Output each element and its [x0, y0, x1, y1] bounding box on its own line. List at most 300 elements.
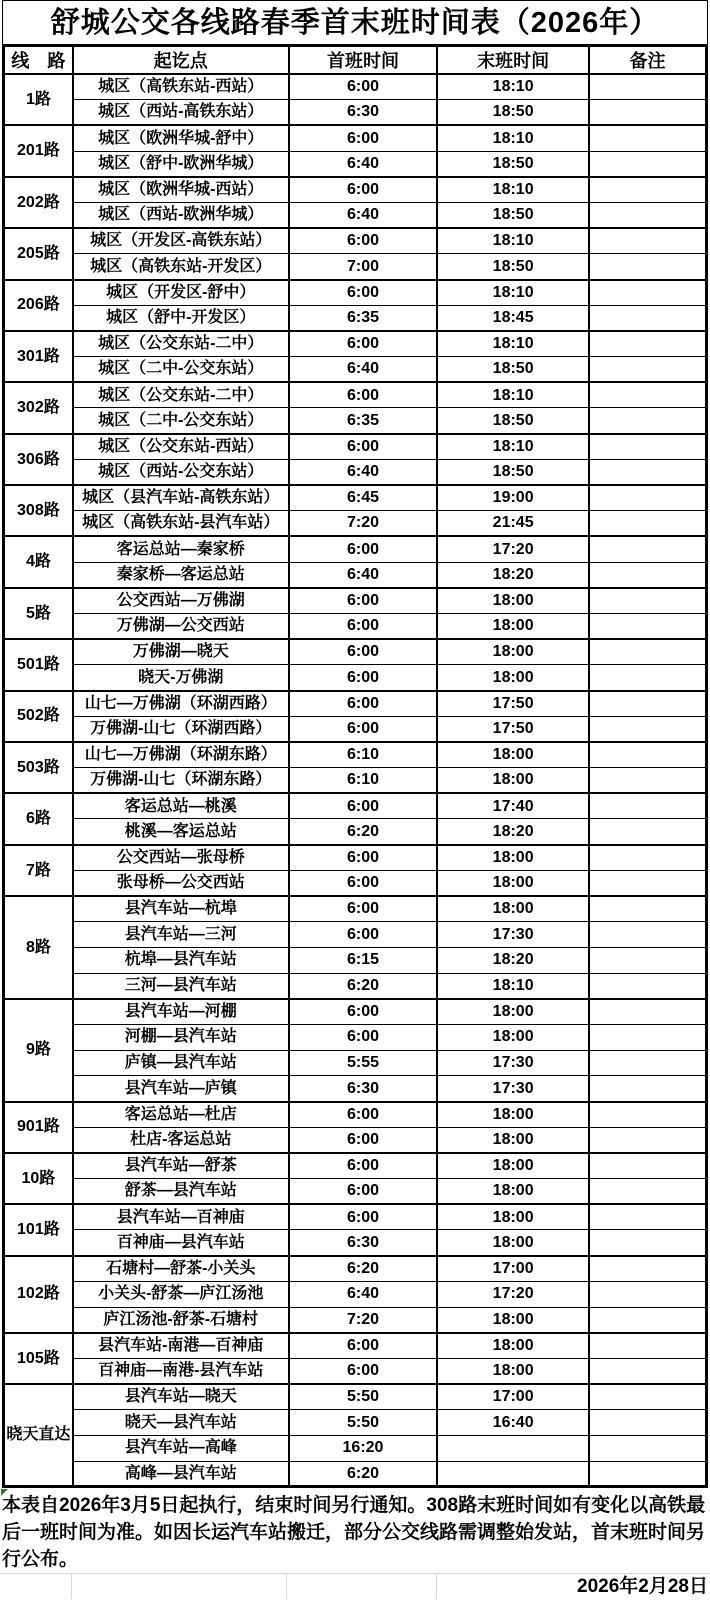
last-time-cell: 18:00 [437, 1179, 589, 1205]
remark-cell [589, 280, 707, 306]
first-time-cell: 6:10 [289, 768, 438, 794]
table-row [4, 1050, 707, 1076]
remark-cell [589, 999, 707, 1025]
last-time-cell: 16:40 [437, 1410, 589, 1436]
remark-cell [589, 1024, 707, 1050]
first-time-cell: 6:35 [289, 305, 438, 331]
segment-cell: 城区（二中-公交东站） [73, 408, 289, 434]
segment-cell: 客运总站—秦家桥 [73, 536, 289, 562]
segment-cell: 晓天-万佛湖 [73, 665, 289, 691]
remark-cell [589, 947, 707, 973]
last-time-cell: 18:00 [437, 1127, 589, 1153]
table-row [4, 896, 707, 922]
table-row [4, 870, 707, 896]
last-time-cell: 18:20 [437, 947, 589, 973]
first-time-cell: 6:00 [289, 1153, 438, 1179]
first-time-cell: 6:00 [289, 665, 438, 691]
remark-cell [589, 588, 707, 614]
first-time-cell: 6:00 [289, 177, 438, 203]
segment-cell: 城区（西站-欧洲华城） [73, 202, 289, 228]
first-time-cell: 6:20 [289, 1461, 438, 1487]
remark-cell [589, 922, 707, 948]
first-time-cell: 6:00 [289, 331, 438, 357]
first-time-cell: 6:00 [289, 434, 438, 460]
table-row [4, 280, 707, 306]
segment-cell: 城区（高铁东站-县汽车站） [73, 511, 289, 537]
last-time-cell: 18:50 [437, 459, 589, 485]
comment-marker-icon [1, 1489, 8, 1496]
remark-cell [589, 331, 707, 357]
remark-cell [589, 228, 707, 254]
table-row [4, 511, 707, 537]
table-row [4, 331, 707, 357]
remark-cell [589, 74, 707, 100]
last-time-cell: 18:20 [437, 562, 589, 588]
first-time-cell: 6:00 [289, 793, 438, 819]
last-time-cell: 17:50 [437, 716, 589, 742]
last-time-cell: 18:10 [437, 74, 589, 100]
last-time-cell: 18:00 [437, 870, 589, 896]
first-time-cell: 6:00 [289, 228, 438, 254]
route-name-cell: 5路 [4, 588, 73, 639]
segment-cell: 县汽车站—杭埠 [73, 896, 289, 922]
remark-cell [589, 1281, 707, 1307]
segment-cell: 舒茶—县汽车站 [73, 1179, 289, 1205]
first-time-cell: 6:15 [289, 947, 438, 973]
remark-cell [589, 536, 707, 562]
last-time-cell: 19:00 [437, 485, 589, 511]
last-time-cell: 17:30 [437, 922, 589, 948]
last-time-cell: 18:50 [437, 357, 589, 383]
last-time-cell: 17:20 [437, 536, 589, 562]
first-time-cell: 6:40 [289, 357, 438, 383]
remark-cell [589, 716, 707, 742]
segment-cell: 城区（开发区-高铁东站） [73, 228, 289, 254]
last-time-cell: 17:30 [437, 1050, 589, 1076]
segment-cell: 河棚—县汽车站 [73, 1024, 289, 1050]
remark-cell [589, 1102, 707, 1128]
first-time-cell: 7:20 [289, 511, 438, 537]
segment-cell: 山七—万佛湖（环湖西路） [73, 691, 289, 717]
remark-cell [589, 459, 707, 485]
last-time-cell: 18:00 [437, 639, 589, 665]
segment-cell: 山七—万佛湖（环湖东路） [73, 742, 289, 768]
route-name-cell: 503路 [4, 742, 73, 793]
route-name-cell: 7路 [4, 845, 73, 896]
last-time-cell: 18:00 [437, 1204, 589, 1230]
last-time-cell: 18:10 [437, 331, 589, 357]
segment-cell: 百神庙—县汽车站 [73, 1230, 289, 1256]
table-row [4, 1153, 707, 1179]
last-time-cell: 18:10 [437, 280, 589, 306]
first-time-cell: 6:00 [289, 125, 438, 151]
table-row [4, 947, 707, 973]
route-name-cell: 101路 [4, 1204, 73, 1255]
table-row [4, 999, 707, 1025]
segment-cell: 县汽车站—舒茶 [73, 1153, 289, 1179]
last-time-cell: 18:50 [437, 151, 589, 177]
table-row [4, 716, 707, 742]
first-time-cell: 16:20 [289, 1435, 438, 1461]
footer-note-area [0, 1488, 710, 1573]
segment-cell: 城区（二中-公交东站） [73, 357, 289, 383]
first-time-cell: 6:00 [289, 74, 438, 100]
schedule-table-body [4, 74, 707, 1487]
route-name-cell: 502路 [4, 691, 73, 742]
last-time-cell: 18:10 [437, 382, 589, 408]
last-time-cell: 18:00 [437, 768, 589, 794]
last-time-cell: 17:20 [437, 1281, 589, 1307]
remark-cell [589, 1230, 707, 1256]
segment-cell: 公交西站—万佛湖 [73, 588, 289, 614]
gridline-cell [0, 1574, 72, 1599]
first-time-cell: 6:40 [289, 459, 438, 485]
remark-cell [589, 973, 707, 999]
first-time-cell: 6:40 [289, 151, 438, 177]
first-time-cell: 6:30 [289, 1230, 438, 1256]
first-time-cell: 6:20 [289, 819, 438, 845]
last-time-cell: 18:00 [437, 896, 589, 922]
last-time-cell: 17:40 [437, 793, 589, 819]
gridline-cell [287, 1574, 437, 1599]
segment-cell: 县汽车站—庐镇 [73, 1076, 289, 1102]
last-time-cell: 18:10 [437, 434, 589, 460]
first-time-cell: 6:00 [289, 896, 438, 922]
table-row [4, 125, 707, 151]
last-time-cell: 18:10 [437, 228, 589, 254]
route-name-cell: 1路 [4, 74, 73, 125]
first-time-cell: 6:00 [289, 922, 438, 948]
table-row [4, 536, 707, 562]
remark-cell [589, 896, 707, 922]
route-name-cell: 102路 [4, 1256, 73, 1333]
last-time-cell: 18:00 [437, 1102, 589, 1128]
segment-cell: 城区（舒中-欧洲华城） [73, 151, 289, 177]
segment-cell: 万佛湖-山七（环湖东路） [73, 768, 289, 794]
remark-cell [589, 408, 707, 434]
segment-cell: 城区（西站-公交东站） [73, 459, 289, 485]
route-name-cell: 901路 [4, 1102, 73, 1153]
remark-cell [589, 1384, 707, 1410]
table-row [4, 1256, 707, 1282]
segment-cell: 杭埠—县汽车站 [73, 947, 289, 973]
segment-cell: 公交西站—张母桥 [73, 845, 289, 871]
last-time-cell: 18:50 [437, 202, 589, 228]
last-time-cell: 18:00 [437, 1307, 589, 1333]
last-time-cell: 18:50 [437, 254, 589, 280]
last-time-cell: 17:30 [437, 1076, 589, 1102]
first-time-cell: 6:20 [289, 1256, 438, 1282]
segment-cell: 城区（开发区-舒中） [73, 280, 289, 306]
segment-cell: 城区（公交东站-二中） [73, 331, 289, 357]
remark-cell [589, 485, 707, 511]
remark-cell [589, 125, 707, 151]
first-time-cell: 6:00 [289, 536, 438, 562]
first-time-cell: 6:00 [289, 1127, 438, 1153]
first-time-cell: 6:45 [289, 485, 438, 511]
footer-date: 2026年2月28日 [577, 1575, 708, 1597]
segment-cell: 县汽车站—晓天 [73, 1384, 289, 1410]
table-row [4, 305, 707, 331]
schedule-table [2, 44, 708, 1488]
first-time-cell: 7:00 [289, 254, 438, 280]
remark-cell [589, 382, 707, 408]
first-time-cell: 6:35 [289, 408, 438, 434]
remark-cell [589, 1410, 707, 1436]
remark-cell [589, 562, 707, 588]
route-name-cell: 206路 [4, 280, 73, 331]
table-row [4, 691, 707, 717]
first-time-cell: 6:00 [289, 691, 438, 717]
last-time-cell: 18:50 [437, 408, 589, 434]
page-title: 舒城公交各线路春季首末班时间表（2026年） [2, 0, 708, 44]
remark-cell [589, 1358, 707, 1384]
segment-cell: 三河—县汽车站 [73, 973, 289, 999]
first-time-cell: 6:00 [289, 1204, 438, 1230]
segment-cell: 桃溪—客运总站 [73, 819, 289, 845]
segment-cell: 城区（高铁东站-开发区） [73, 254, 289, 280]
last-time-cell: 17:00 [437, 1256, 589, 1282]
header-first-time: 首班时间 [289, 46, 438, 75]
remark-cell [589, 202, 707, 228]
segment-cell: 城区（高铁东站-西站） [73, 74, 289, 100]
remark-cell [589, 177, 707, 203]
last-time-cell: 18:00 [437, 1230, 589, 1256]
table-row [4, 1102, 707, 1128]
gridline-cell [72, 1574, 287, 1599]
first-time-cell: 6:40 [289, 562, 438, 588]
table-row [4, 434, 707, 460]
table-row [4, 408, 707, 434]
remark-cell [589, 511, 707, 537]
table-row [4, 768, 707, 794]
first-time-cell: 6:00 [289, 382, 438, 408]
segment-cell: 庐镇—县汽车站 [73, 1050, 289, 1076]
remark-cell [589, 1153, 707, 1179]
table-row [4, 1179, 707, 1205]
last-time-cell: 17:50 [437, 691, 589, 717]
segment-cell: 城区（舒中-开发区） [73, 305, 289, 331]
segment-cell: 城区（公交东站-二中） [73, 382, 289, 408]
first-time-cell: 6:00 [289, 1102, 438, 1128]
last-time-cell: 18:00 [437, 999, 589, 1025]
table-row [4, 1333, 707, 1359]
header-segment: 起讫点 [73, 46, 289, 75]
footer-date-row [0, 1573, 710, 1599]
table-row [4, 1307, 707, 1333]
segment-cell: 城区（欧洲华城-舒中） [73, 125, 289, 151]
table-row [4, 613, 707, 639]
table-row [4, 973, 707, 999]
table-row [4, 639, 707, 665]
route-name-cell: 6路 [4, 793, 73, 844]
segment-cell: 庐江汤池-舒茶-石塘村 [73, 1307, 289, 1333]
remark-cell [589, 793, 707, 819]
table-row [4, 1461, 707, 1487]
route-name-cell: 4路 [4, 536, 73, 587]
first-time-cell: 6:00 [289, 280, 438, 306]
last-time-cell: 18:00 [437, 845, 589, 871]
table-row [4, 459, 707, 485]
first-time-cell: 6:30 [289, 100, 438, 126]
segment-cell: 晓天—县汽车站 [73, 1410, 289, 1436]
table-row [4, 845, 707, 871]
last-time-cell: 18:00 [437, 1024, 589, 1050]
table-row [4, 1024, 707, 1050]
segment-cell: 客运总站—杜店 [73, 1102, 289, 1128]
segment-cell: 城区（欧洲华城-西站） [73, 177, 289, 203]
table-row [4, 382, 707, 408]
remark-cell [589, 1050, 707, 1076]
route-name-cell: 301路 [4, 331, 73, 382]
segment-cell: 小关头-舒茶—庐江汤池 [73, 1281, 289, 1307]
segment-cell: 县汽车站-南港—百神庙 [73, 1333, 289, 1359]
remark-cell [589, 1127, 707, 1153]
last-time-cell: 18:00 [437, 1153, 589, 1179]
route-name-cell: 201路 [4, 125, 73, 176]
last-time-cell: 18:10 [437, 973, 589, 999]
first-time-cell: 6:00 [289, 999, 438, 1025]
segment-cell: 县汽车站—高峰 [73, 1435, 289, 1461]
table-row [4, 922, 707, 948]
table-row [4, 588, 707, 614]
segment-cell: 城区（公交东站-西站） [73, 434, 289, 460]
table-row [4, 1435, 707, 1461]
route-name-cell: 9路 [4, 999, 73, 1102]
last-time-cell [437, 1461, 589, 1487]
first-time-cell: 6:00 [289, 1024, 438, 1050]
table-row [4, 74, 707, 100]
table-row [4, 1076, 707, 1102]
route-name-cell: 205路 [4, 228, 73, 279]
header-route: 线 路 [4, 46, 73, 75]
header-last-time: 末班时间 [437, 46, 589, 75]
table-row [4, 1384, 707, 1410]
remark-cell [589, 100, 707, 126]
segment-cell: 县汽车站—三河 [73, 922, 289, 948]
first-time-cell: 5:50 [289, 1384, 438, 1410]
first-time-cell: 6:40 [289, 1281, 438, 1307]
remark-cell [589, 1256, 707, 1282]
route-name-cell: 202路 [4, 177, 73, 228]
remark-cell [589, 1204, 707, 1230]
remark-cell [589, 768, 707, 794]
last-time-cell: 18:10 [437, 177, 589, 203]
first-time-cell: 5:55 [289, 1050, 438, 1076]
remark-cell [589, 870, 707, 896]
table-row [4, 485, 707, 511]
last-time-cell: 18:10 [437, 125, 589, 151]
table-row [4, 819, 707, 845]
first-time-cell: 6:00 [289, 1358, 438, 1384]
remark-cell [589, 613, 707, 639]
remark-cell [589, 819, 707, 845]
first-time-cell: 6:10 [289, 742, 438, 768]
last-time-cell [437, 1435, 589, 1461]
remark-cell [589, 1179, 707, 1205]
remark-cell [589, 434, 707, 460]
remark-cell [589, 254, 707, 280]
route-name-cell: 306路 [4, 434, 73, 485]
first-time-cell: 6:00 [289, 639, 438, 665]
first-time-cell: 6:00 [289, 716, 438, 742]
remark-cell [589, 665, 707, 691]
table-row [4, 228, 707, 254]
route-name-cell: 105路 [4, 1333, 73, 1384]
remark-cell [589, 1307, 707, 1333]
segment-cell: 城区（县汽车站-高铁东站） [73, 485, 289, 511]
segment-cell: 张母桥—公交西站 [73, 870, 289, 896]
first-time-cell: 6:20 [289, 973, 438, 999]
first-time-cell: 6:00 [289, 588, 438, 614]
segment-cell: 县汽车站—百神庙 [73, 1204, 289, 1230]
segment-cell: 高峰—县汽车站 [73, 1461, 289, 1487]
table-row [4, 1358, 707, 1384]
remark-cell [589, 1435, 707, 1461]
table-row [4, 151, 707, 177]
route-name-cell: 302路 [4, 382, 73, 433]
remark-cell [589, 691, 707, 717]
table-row [4, 100, 707, 126]
route-name-cell: 10路 [4, 1153, 73, 1204]
segment-cell: 县汽车站—河棚 [73, 999, 289, 1025]
last-time-cell: 18:00 [437, 742, 589, 768]
first-time-cell: 6:30 [289, 1076, 438, 1102]
last-time-cell: 18:00 [437, 588, 589, 614]
table-row [4, 1127, 707, 1153]
remark-cell [589, 1461, 707, 1487]
table-row [4, 1410, 707, 1436]
table-row [4, 562, 707, 588]
first-time-cell: 6:40 [289, 202, 438, 228]
last-time-cell: 18:00 [437, 1358, 589, 1384]
remark-cell [589, 305, 707, 331]
last-time-cell: 18:20 [437, 819, 589, 845]
segment-cell: 杜店-客运总站 [73, 1127, 289, 1153]
table-row [4, 177, 707, 203]
segment-cell: 万佛湖-山七（环湖西路） [73, 716, 289, 742]
remark-cell [589, 1333, 707, 1359]
route-name-cell: 501路 [4, 639, 73, 690]
last-time-cell: 17:00 [437, 1384, 589, 1410]
header-remark: 备注 [589, 46, 707, 75]
footer-note: 本表自2026年3月5日起执行，结束时间另行通知。308路末班时间如有变化以高铁最后一班时间为准。如因长运汽车站搬迁，部分公交线路需调整始发站，首末班时间另行公布。 [2, 1495, 706, 1571]
last-time-cell: 18:00 [437, 1333, 589, 1359]
first-time-cell: 6:00 [289, 1333, 438, 1359]
segment-cell: 百神庙—南港-县汽车站 [73, 1358, 289, 1384]
segment-cell: 客运总站—桃溪 [73, 793, 289, 819]
remark-cell [589, 742, 707, 768]
remark-cell [589, 845, 707, 871]
segment-cell: 万佛湖—公交西站 [73, 613, 289, 639]
remark-cell [589, 357, 707, 383]
remark-cell [589, 639, 707, 665]
segment-cell: 石塘村—舒茶-小关头 [73, 1256, 289, 1282]
last-time-cell: 18:50 [437, 100, 589, 126]
first-time-cell: 6:00 [289, 845, 438, 871]
last-time-cell: 18:00 [437, 665, 589, 691]
table-row [4, 1281, 707, 1307]
table-row [4, 254, 707, 280]
remark-cell [589, 151, 707, 177]
last-time-cell: 18:45 [437, 305, 589, 331]
first-time-cell: 5:50 [289, 1410, 438, 1436]
last-time-cell: 21:45 [437, 511, 589, 537]
route-name-cell: 308路 [4, 485, 73, 536]
first-time-cell: 6:00 [289, 870, 438, 896]
last-time-cell: 18:00 [437, 613, 589, 639]
first-time-cell: 6:00 [289, 1179, 438, 1205]
